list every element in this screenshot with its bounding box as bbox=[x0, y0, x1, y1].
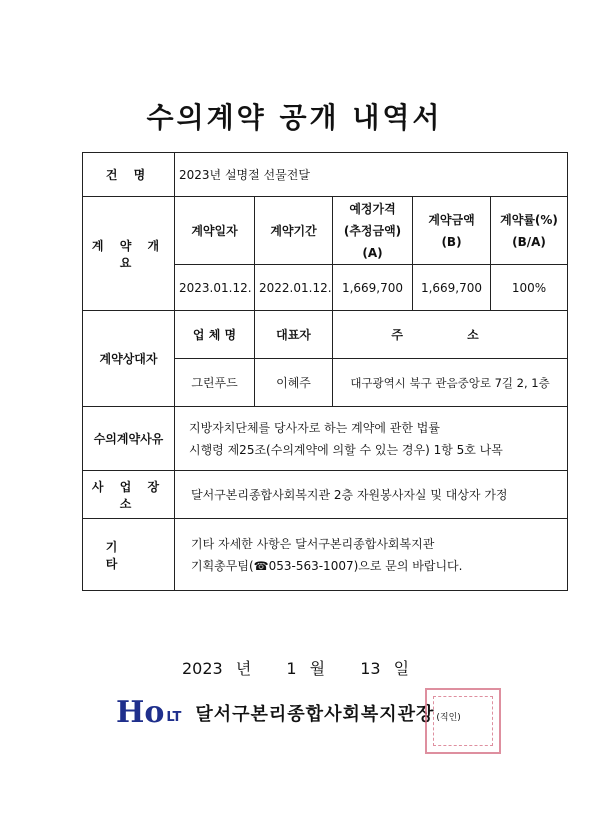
official-seal-stamp bbox=[425, 688, 501, 754]
contract-date: 2023.01.12. bbox=[175, 265, 255, 311]
counterparty-label: 계약상대자 bbox=[83, 311, 175, 407]
reason-line: 시행령 제25조(수의계약에 의할 수 있는 경우) 1항 5호 나목 bbox=[189, 442, 503, 457]
date-day-unit: 일 bbox=[393, 659, 410, 678]
overview-header bbox=[491, 197, 568, 265]
representative-name: 이혜주 bbox=[255, 359, 333, 407]
date-month-unit: 월 bbox=[309, 659, 326, 678]
overview-header: 계약기간 bbox=[255, 197, 333, 265]
overview-header-line: 예정가격 bbox=[349, 201, 396, 216]
contract-amount: 1,669,700 bbox=[413, 265, 491, 311]
overview-header-line: (추정금액)(A) bbox=[343, 223, 402, 260]
overview-header bbox=[413, 197, 491, 265]
issuer-name: 달서구본리종합사회복지관장 bbox=[195, 704, 435, 725]
etc-row bbox=[83, 519, 568, 591]
company-header: 업 체 명 bbox=[175, 311, 255, 359]
organization-logo bbox=[116, 695, 182, 730]
subject-label: 건 명 bbox=[83, 153, 175, 197]
logo-mark: Ho bbox=[116, 695, 165, 730]
overview-header-line: (B) bbox=[441, 234, 462, 249]
overview-header-row bbox=[83, 197, 568, 265]
issue-date bbox=[182, 656, 409, 679]
reason-label: 수의계약사유 bbox=[83, 407, 175, 471]
place-row bbox=[83, 471, 568, 519]
contract-table bbox=[82, 152, 568, 591]
date-day: 13 bbox=[360, 659, 381, 678]
logo-text: LT bbox=[166, 710, 182, 725]
representative-header: 대표자 bbox=[255, 311, 333, 359]
reason-line: 지방자치단체를 당사자로 하는 계약에 관한 법률 bbox=[189, 420, 440, 435]
document-title: 수의계약 공개 내역서 bbox=[146, 101, 443, 134]
place-label: 사 업 장 소 bbox=[83, 471, 175, 519]
overview-header bbox=[333, 197, 413, 265]
issuer-footer bbox=[116, 693, 461, 733]
company-address: 대구광역시 북구 관음중앙로 7길 2, 1층 bbox=[333, 359, 568, 407]
company-name: 그린푸드 bbox=[175, 359, 255, 407]
estimated-price: 1,669,700 bbox=[333, 265, 413, 311]
reason-value bbox=[175, 407, 568, 471]
seal-inner-border bbox=[433, 696, 493, 746]
reason-row bbox=[83, 407, 568, 471]
etc-value bbox=[175, 519, 568, 591]
date-year-unit: 년 bbox=[235, 659, 252, 678]
contract-period: 2022.01.12. bbox=[255, 265, 333, 311]
overview-header: 계약일자 bbox=[175, 197, 255, 265]
counterparty-header-row bbox=[83, 311, 568, 359]
subject-value: 2023년 설명절 선물전달 bbox=[175, 153, 568, 197]
date-year: 2023 bbox=[182, 659, 223, 678]
place-value: 달서구본리종합사회복지관 2층 자원봉사자실 및 대상자 가정 bbox=[175, 471, 568, 519]
etc-label: 기 타 bbox=[83, 519, 175, 591]
overview-header-line: (B/A) bbox=[512, 234, 546, 249]
etc-line: 기타 자세한 사항은 달서구본리종합사회복지관 bbox=[191, 536, 435, 551]
contract-rate: 100% bbox=[491, 265, 568, 311]
overview-label: 계 약 개 요 bbox=[83, 197, 175, 311]
seal-note: (직인) bbox=[436, 712, 461, 723]
address-header: 주 소 bbox=[333, 311, 568, 359]
overview-header-line: 계약금액 bbox=[428, 212, 475, 227]
overview-header-line: 계약률(%) bbox=[500, 212, 558, 227]
subject-row bbox=[83, 153, 568, 197]
etc-line: 기획총무팀(☎053-563-1007)으로 문의 바랍니다. bbox=[191, 558, 463, 573]
date-month: 1 bbox=[286, 659, 297, 678]
